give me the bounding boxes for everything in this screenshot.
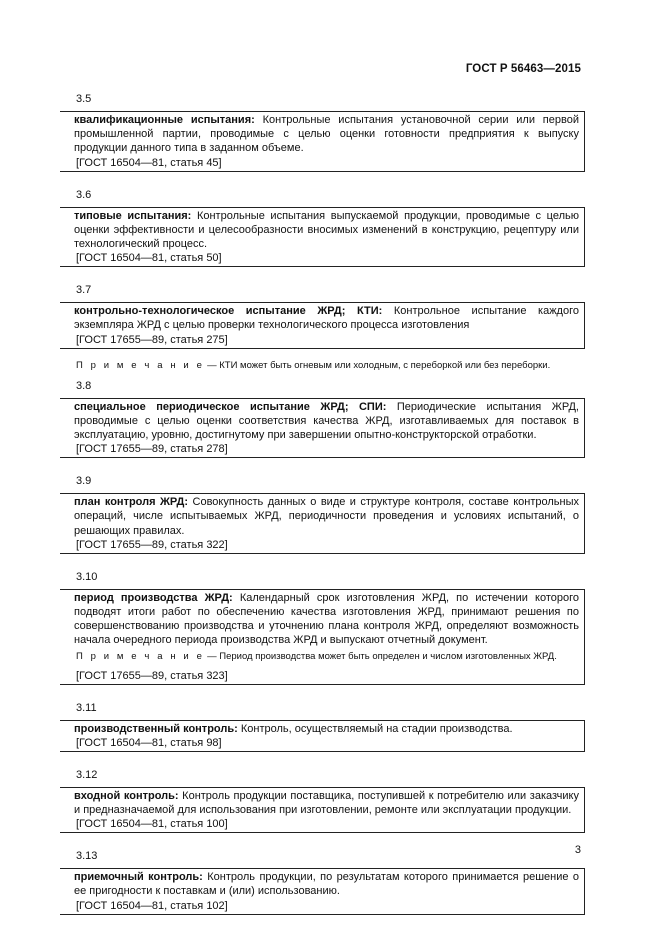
term-name: период производства ЖРД: <box>74 591 233 604</box>
term-entry <box>74 209 582 270</box>
term-source: [ГОСТ 17655—89, статья 278] <box>76 443 228 456</box>
term-definition <box>74 113 579 156</box>
definition-text: Периодические испытания ЖРД, проводимые с целью оценки соответствия качества ЖРД, изготавливаемых для поставок в эксплуатацию, уровню, достигнутому при завершении опытно-конструкторской отработки. <box>74 400 579 442</box>
term-definition <box>74 870 579 898</box>
entry-number: 3.11 <box>76 701 97 714</box>
term-name: план контроля ЖРД: <box>74 496 189 509</box>
term-name: специальное периодическое испытание ЖРД; СПИ: <box>74 400 387 413</box>
definition-text: Календарный срок изготовления ЖРД, по истечении которого подводят итоги работ по обеспечению качества изготовления ЖРД, принимают решения по совершенствованию производства и уточнению плана контроля ЖРД, определяют возможность начала очередного периода производства ЖРД и выпускают отчетный документ. <box>74 591 579 647</box>
term-definition <box>74 495 579 538</box>
term-name: квалификационные испытания: <box>74 114 255 126</box>
term-name: типовые испытания: <box>74 209 192 222</box>
definition-text: Контроль продукции поставщика, поступившей к потребителю или заказчику и предназначаемой для использования при изготовлении, ремонте или эксплуатации продукции. <box>74 789 579 817</box>
term-entry <box>74 304 582 350</box>
term-source: [ГОСТ 16504—81, статья 98] <box>76 736 222 749</box>
term-source: [ГОСТ 16504—81, статья 102] <box>76 899 228 912</box>
term-definition <box>74 304 579 332</box>
term-entry <box>74 113 582 174</box>
term-entry <box>74 591 582 687</box>
term-entry <box>74 789 582 835</box>
term-definition <box>74 789 579 817</box>
definition-text: Контрольное испытание каждого экземпляра ЖРД с целью проверки технологического процесса изготовления <box>74 305 579 332</box>
note-label: П р и м е ч а н и е <box>76 650 205 662</box>
definition-text: Контроль, осуществляемый на стадии производства. <box>240 722 513 735</box>
term-definition <box>74 591 579 648</box>
term-note <box>76 359 582 372</box>
entry-number: 3.5 <box>76 93 92 105</box>
term-definition <box>74 209 579 252</box>
note-text: — КТИ может быть огневым или холодным, с переборкой или без переборки. <box>204 359 551 371</box>
entry-number: 3.13 <box>76 850 98 863</box>
entry-number: 3.8 <box>76 379 92 392</box>
term-note <box>76 650 579 663</box>
note-text: — Период производства может быть определен и числом изготовленных ЖРД. <box>204 650 557 662</box>
terms-list <box>74 92 582 931</box>
term-entry <box>74 495 582 556</box>
term-name: входной контроль: <box>74 789 179 802</box>
definition-text: Контрольные испытания установочной серии или первой промышленной партии, проводимые с целью оценки готовности предприятия к выпуску продукции данного типа в заданном объеме. <box>74 114 579 155</box>
page-number: 3 <box>574 844 581 856</box>
definition-text: Совокупность данных о виде и структуре контроля, составе контрольных операций, числе испытываемых ЖРД, периодичности проведения и условиях испытаний, о решающих правилах. <box>74 496 579 537</box>
definition-text: Контрольные испытания выпускаемой продукции, проводимые с целью оценки эффективности и целесообразности вносимых изменений в конструкцию, рецептуру или технологический процесс. <box>74 209 579 251</box>
definition-text: Контроль продукции, по результатам которого принимается решение о ее пригодности к поставкам и (или) использованию. <box>74 871 580 898</box>
term-definition <box>74 722 579 736</box>
entry-number: 3.7 <box>76 284 92 297</box>
term-source: [ГОСТ 17655—89, статья 275] <box>76 333 228 346</box>
note-label: П р и м е ч а н и е <box>76 359 205 371</box>
entry-number: 3.9 <box>76 475 92 488</box>
document-id-header: ГОСТ Р 56463—2015 <box>465 63 581 75</box>
term-source: [ГОСТ 16504—81, статья 50] <box>76 252 222 265</box>
term-entry <box>74 722 582 754</box>
term-name: приемочный контроль: <box>74 871 203 884</box>
term-source: [ГОСТ 16504—81, статья 100] <box>76 818 228 831</box>
term-entry <box>74 870 582 916</box>
term-source: [ГОСТ 16504—81, статья 45] <box>76 156 222 169</box>
term-source: [ГОСТ 17655—89, статья 323] <box>76 669 228 682</box>
term-definition <box>74 400 579 443</box>
entry-number: 3.12 <box>76 768 98 781</box>
term-name: контрольно-технологическое испытание ЖРД; КТИ: <box>74 305 383 318</box>
entry-number: 3.10 <box>76 570 98 583</box>
entry-number: 3.6 <box>76 188 92 201</box>
term-entry <box>74 400 582 461</box>
term-source: [ГОСТ 17655—89, статья 322] <box>76 538 228 551</box>
term-name: производственный контроль: <box>74 722 238 735</box>
